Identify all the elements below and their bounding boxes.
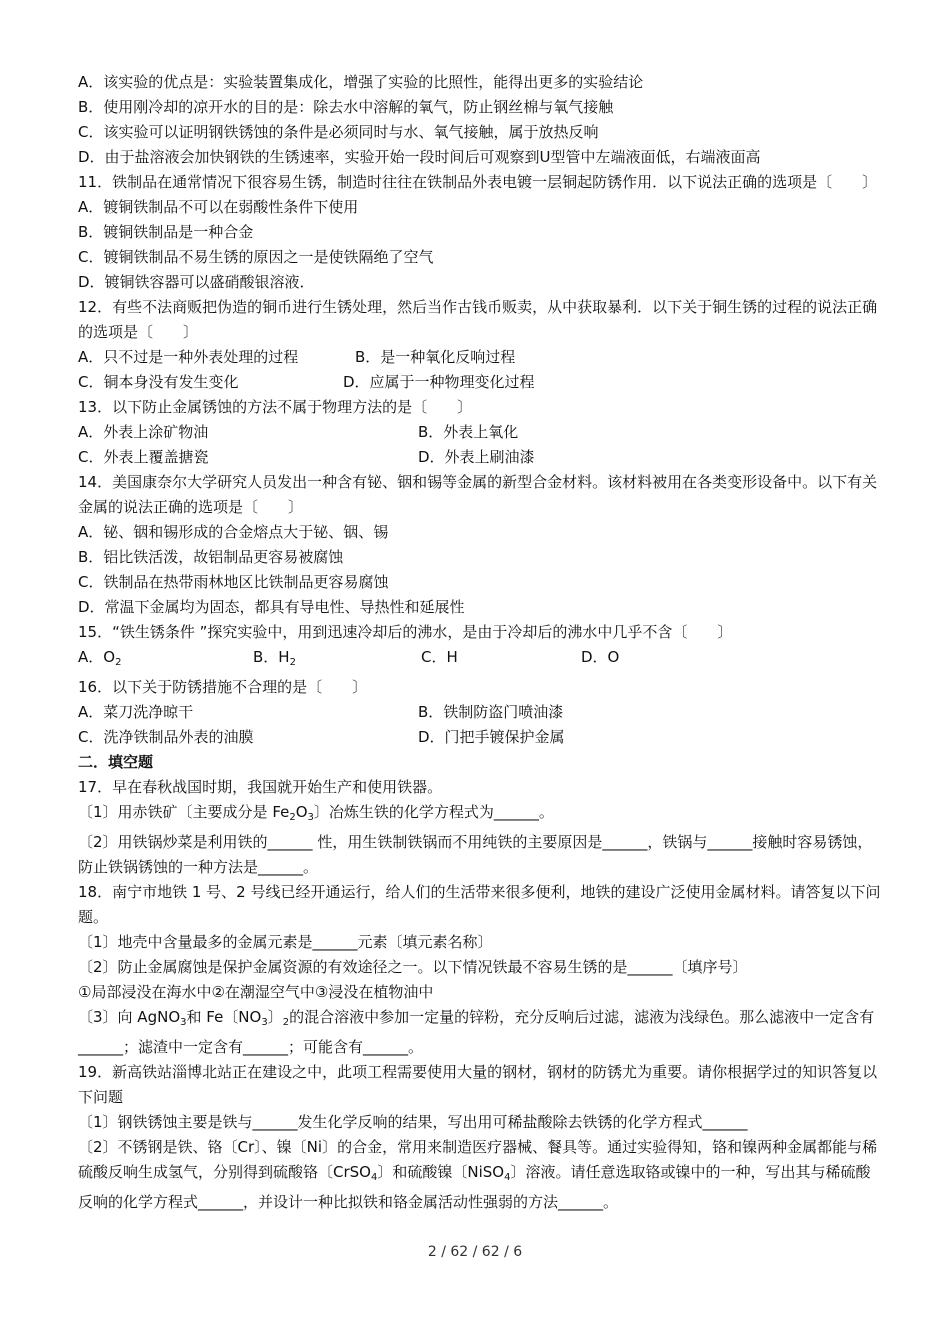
q11-option-d: D．镀铜铁容器可以盛硝酸银溶液． <box>78 273 315 291</box>
q13-options-row-1 <box>68 420 883 445</box>
question-15: 15．“铁生锈条件 ”探究实验中，用到迅速冷却后的沸水，是由于冷却后的沸水中几乎不含〔 〕 <box>78 623 733 641</box>
q11-option-b: B．镀铜铁制品是一种合金 <box>78 223 254 241</box>
q12-option-a: A．只不过是一种外表处理的过程 <box>78 348 299 366</box>
q14-option-d: D．常温下金属均为固态，都具有导电性、导热性和延展性 <box>78 598 465 616</box>
question-11: 11．铁制品在通常情况下很容易生锈，制造时往往在铁制品外表电镀一层铜起防锈作用．以下说法正确的选项是〔 〕 <box>78 173 878 191</box>
q19-part-1: 〔1〕钢铁锈蚀主要是铁与______发生化学反响的结果，写出用可稀盐酸除去铁锈的化学方程式______ <box>78 1113 748 1131</box>
q10-option-a: A．该实验的优点是：实验装置集成化，增强了实验的比照性，能得出更多的实验结论 <box>78 73 644 91</box>
q16-option-d: D．门把手镀保护金属 <box>418 728 565 746</box>
q12-options-row-2 <box>68 370 883 395</box>
q13-option-b: B．外表上氧化 <box>418 423 519 441</box>
q11-option-a: A．镀铜铁制品不可以在弱酸性条件下使用 <box>78 198 359 216</box>
question-18: 18．南宁市地铁 1 号、2 号线已经开通运行，给人们的生活带来很多便利，地铁的建设广泛使用金属材料。请答复以下问题。 <box>78 883 881 926</box>
q12-options-row-1 <box>68 345 883 370</box>
q15-option-d: D．O <box>581 648 620 666</box>
q14-option-c: C．铁制品在热带雨林地区比铁制品更容易腐蚀 <box>78 573 389 591</box>
question-13: 13．以下防止金属锈蚀的方法不属于物理方法的是〔 〕 <box>78 398 473 416</box>
question-17: 17．早在春秋战国时期，我国就开始生产和使用铁器。 <box>78 778 443 796</box>
page-number-footer: 2 / 62 / 62 / 6 <box>427 1244 523 1260</box>
q14-option-a: A．铋、铟和锡形成的合金熔点大于铋、铟、锡 <box>78 523 389 541</box>
q18-part-1: 〔1〕地壳中含量最多的金属元素是______元素〔填元素名称〕 <box>78 933 493 951</box>
q11-option-c: C．镀铜铁制品不易生锈的原因之一是使铁隔绝了空气 <box>78 248 434 266</box>
q13-options-row-2 <box>68 445 883 470</box>
q17-part-2: 〔2〕用铁锅炒菜是利用铁的______ 性，用生铁制铁锅而不用纯铁的主要原因是______，铁锅与______接触时容易锈蚀，防止铁锅锈蚀的一种方法是______。 <box>78 833 873 876</box>
q12-option-d: D．应属于一种物理变化过程 <box>343 373 535 391</box>
q13-option-a: A．外表上涂矿物油 <box>78 423 209 441</box>
q17-part-1: 〔1〕用赤铁矿〔主要成分是 $Fe_2O_3$〕冶炼生铁的化学方程式为______。 <box>78 803 554 823</box>
q18-part-2: 〔2〕防止金属腐蚀是保护金属资源的有效途径之一。以下情况铁最不容易生锈的是______〔填序号〕 <box>78 958 748 976</box>
q12-option-b: B．是一种氧化反响过程 <box>355 348 516 366</box>
document-body <box>68 70 883 1215</box>
q10-option-c: C．该实验可以证明钢铁锈蚀的条件是必须同时与水、氧气接触，属于放热反响 <box>78 123 599 141</box>
q16-option-b: B．铁制防盗门喷油漆 <box>418 703 564 721</box>
q16-options-row-1 <box>68 700 883 725</box>
q15-option-c: C．H <box>421 648 458 666</box>
question-12: 12．有些不法商贩把伪造的铜币进行生锈处理，然后当作古钱币贩卖，从中获取暴利．以下关于铜生锈的过程的说法正确的选项是〔 〕 <box>78 298 878 341</box>
question-16: 16．以下关于防锈措施不合理的是〔 〕 <box>78 678 368 696</box>
q12-option-c: C．铜本身没有发生变化 <box>78 373 239 391</box>
q10-option-d: D．由于盐溶液会加快钢铁的生锈速率，实验开始一段时间后可观察到U型管中左端液面低，右端液面高 <box>78 148 761 166</box>
q15-options-row <box>68 645 883 675</box>
q13-option-d: D．外表上刷油漆 <box>418 448 535 466</box>
q18-part-2-options: ①局部浸没在海水中②在潮湿空气中③浸没在植物油中 <box>78 983 434 1001</box>
q16-option-a: A．菜刀洗净晾干 <box>78 703 194 721</box>
q13-option-c: C．外表上覆盖搪瓷 <box>78 448 209 466</box>
q16-options-row-2 <box>68 725 883 750</box>
q19-part-2: 〔2〕不锈钢是铁、铬〔Cr〕、镍〔Ni〕的合金，常用来制造医疗器械、餐具等。通过实验得知，铬和镍两种金属都能与稀硫酸反响生成氢气，分别得到硫酸铬〔CrSO$_4$〕和硫酸镍〔NiSO$_4$〕溶液。请任意选取铬或镍中的一种，写出其与稀硫酸反响的化学方程式______，并设计一种比拟铁和铬金属活动性强弱的方法______。 <box>78 1138 878 1211</box>
question-14: 14．美国康奈尔大学研究人员发出一种含有铋、铟和锡等金属的新型合金材料。该材料被用在各类变形设备中。以下有关金属的说法正确的选项是〔 〕 <box>78 473 878 516</box>
question-19: 19．新高铁站淄博北站正在建设之中，此项工程需要使用大量的钢材，钢材的防锈尤为重要。请你根据学过的知识答复以下问题 <box>78 1063 878 1106</box>
q15-option-b: B．$H_2$ <box>253 648 296 668</box>
q15-option-a: A．$O_2$ <box>78 648 122 668</box>
section-heading-fill-blank: 二．填空题 <box>78 753 154 771</box>
q10-option-b: B．使用刚冷却的凉开水的目的是：除去水中溶解的氧气，防止钢丝棉与氧气接触 <box>78 98 614 116</box>
q18-part-3: 〔3〕向 AgNO$_3$和 Fe〔$NO_3$〕$_2$的混合溶液中参加一定量的锌粉，充分反响后过滤，滤液为浅绿色。那么滤液中一定含有______；滤渣中一定含有______；可能含有______。 <box>78 1008 875 1056</box>
q14-option-b: B．铝比铁活泼，故铝制品更容易被腐蚀 <box>78 548 344 566</box>
q16-option-c: C．洗净铁制品外表的油膜 <box>78 728 254 746</box>
